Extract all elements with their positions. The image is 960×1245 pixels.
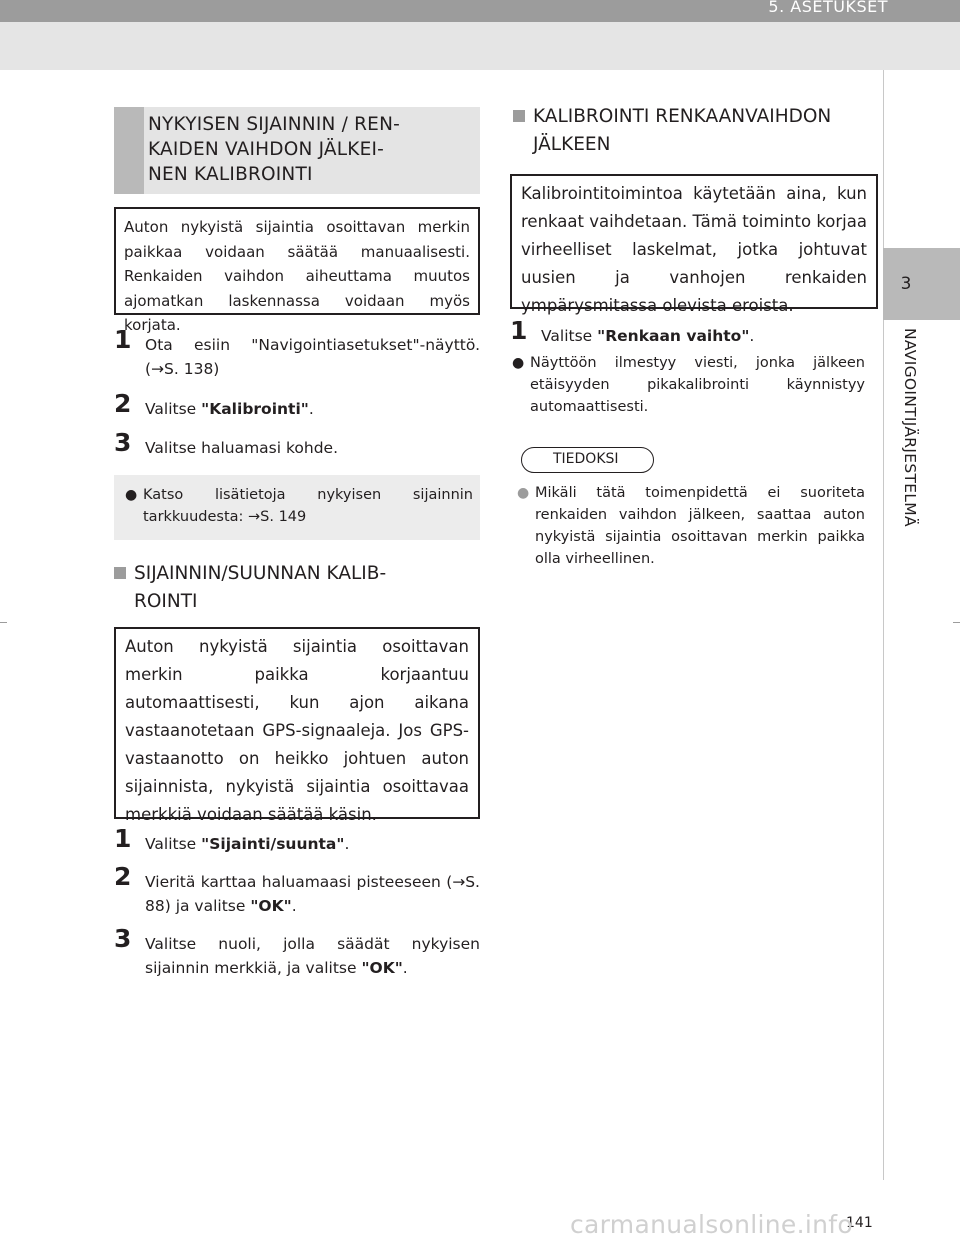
- square-bullet-icon: [114, 567, 126, 579]
- watermark: carmanualsonline.info: [570, 1210, 853, 1239]
- note-bullet: [517, 482, 867, 574]
- step-text: Vieritä karttaa haluamaasi pisteeseen (→S. 88) ja valitse "OK".: [145, 873, 480, 915]
- info-bullet: [125, 484, 475, 530]
- ui-option-ok: "OK": [361, 959, 403, 977]
- step-2: [114, 862, 480, 920]
- step-number: 1: [114, 325, 132, 354]
- section-heading: NYKYISEN SIJAINNIN / REN- KAIDEN VAIHDON JÄLKEI- NEN KALIBROINTI: [148, 114, 400, 185]
- step-number: 3: [114, 924, 132, 953]
- step-text: Valitse haluamasi kohde.: [145, 439, 339, 457]
- bullet-icon: ●: [512, 355, 525, 371]
- page-number: 141: [846, 1215, 873, 1231]
- info-text: Katso lisätietoja nykyisen sijainnin tarkkuudesta: →S. 149: [143, 487, 473, 525]
- subsection-heading-gps: SIJAINNIN/SUUNNAN KALIB- ROINTI: [114, 560, 480, 616]
- header-bar: [0, 0, 960, 22]
- note-text: Mikäli tätä toimenpidettä ei suoriteta renkaiden vaihdon jälkeen, saattaa auton nykyistä sijaintia osoittavan merkin paikka olla virheellinen.: [535, 485, 865, 567]
- result-bullet: [512, 352, 865, 422]
- step-text: Valitse nuoli, jolla säädät nykyisen sijainnin merkkiä, ja valitse "OK".: [145, 935, 480, 977]
- chapter-tab-label: NAVIGOINTIJÄRJESTELMÄ: [901, 328, 919, 527]
- step-number: 3: [114, 428, 132, 457]
- note-label: TIEDOKSI: [521, 447, 654, 473]
- step-text: Valitse "Renkaan vaihto".: [541, 327, 755, 345]
- tyre-intro-text: Kalibrointitoimintoa käytetään aina, kun renkaat vaihdetaan. Tämä toiminto korjaa virheelliset laskelmat, jotka johtuvat uusien ja vanhojen renkaiden ympärysmitassa olevista eroista.: [521, 184, 867, 315]
- chapter-tab: [883, 248, 960, 320]
- step-1: [510, 316, 878, 350]
- section-heading-box: [114, 107, 480, 194]
- intro-text: Auton nykyistä sijaintia osoittavan merkin paikkaa voidaan säätää manuaalisesti. Renkaiden vaihdon aiheuttama muutos ajomatkan laskennassa voidaan myös korjata.: [124, 218, 470, 334]
- note-bullet-icon: ●: [517, 485, 530, 501]
- step-number: 2: [114, 862, 132, 891]
- step-1: [114, 824, 480, 858]
- step-text: Valitse "Kalibrointi".: [145, 400, 314, 418]
- chapter-tab-number: 3: [900, 274, 912, 294]
- gps-text: Auton nykyistä sijaintia osoittavan merkin paikka korjaantuu automaattisesti, kun ajon aikana vastaanotetaan GPS-signaaleja. Jos GPS-vastaanotto on heikko johtuen auton sijainnista, nykyistä sijaintia osoittavaa merkkiä voidaan säätää käsin.: [125, 637, 469, 824]
- crop-mark-right: [953, 622, 960, 623]
- bullet-icon: ●: [125, 487, 138, 503]
- ui-option-kalibrointi: "Kalibrointi": [201, 400, 309, 418]
- step-number: 1: [114, 824, 132, 853]
- result-text: Näyttöön ilmestyy viesti, jonka jälkeen etäisyyden pikakalibrointi käynnistyy automaattisesti.: [530, 355, 865, 415]
- tyre-info-box: [510, 174, 878, 315]
- intro-box: [114, 207, 480, 334]
- step-1: [114, 325, 480, 383]
- square-bullet-icon: [513, 110, 525, 122]
- crop-mark-left: [0, 622, 7, 623]
- step-3: [114, 924, 480, 982]
- ui-option-renkaan-vaihto: "Renkaan vaihto": [597, 327, 750, 345]
- step-2: [114, 389, 480, 423]
- step-number: 1: [510, 316, 528, 345]
- side-rule: [883, 70, 884, 1180]
- header-subbar: [0, 22, 960, 70]
- chapter-title: 5. ASETUKSET: [768, 0, 888, 16]
- step-3: [114, 428, 480, 462]
- ui-option-ok: "OK": [250, 897, 292, 915]
- ui-option-sijainti-suunta: "Sijainti/suunta": [201, 835, 345, 853]
- step-text: Ota esiin "Navigointiasetukset"-näyttö. (→S. 138): [145, 336, 480, 378]
- step-number: 2: [114, 389, 132, 418]
- subsection-heading-tyre: KALIBROINTI RENKAANVAIHDON JÄLKEEN: [513, 103, 883, 159]
- heading-accent: [114, 107, 144, 194]
- info-box: [114, 475, 480, 540]
- step-text: Valitse "Sijainti/suunta".: [145, 835, 350, 853]
- gps-info-box: [114, 627, 480, 824]
